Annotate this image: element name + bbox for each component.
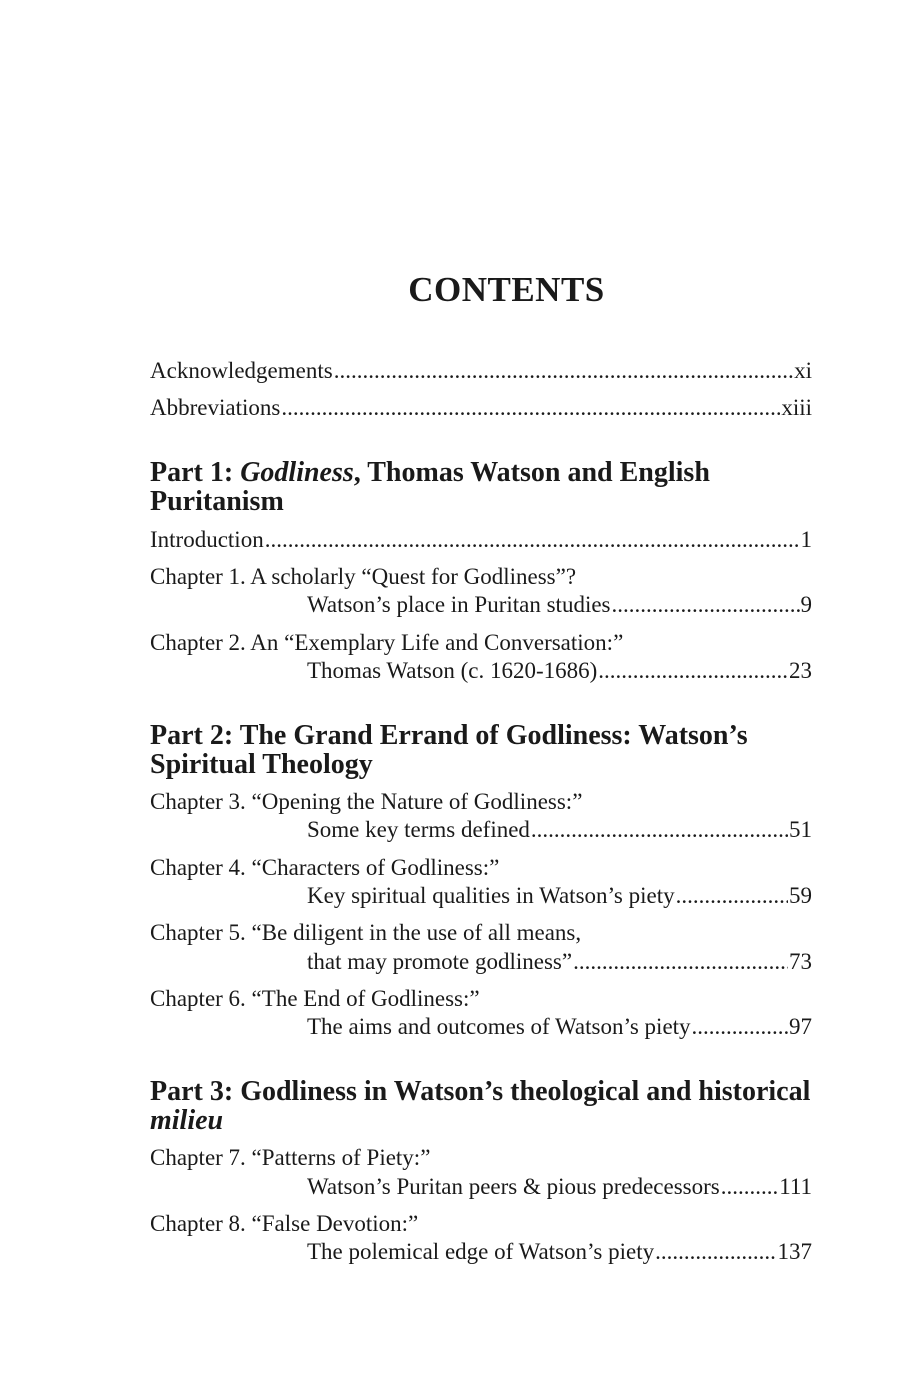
dot-leader <box>721 1173 778 1201</box>
page-number: 97 <box>789 1014 812 1039</box>
dot-leader <box>334 357 793 385</box>
page-number: 1 <box>800 527 812 552</box>
page-number: 51 <box>789 817 812 842</box>
page-number: xiii <box>781 395 812 420</box>
chapter-4-title[interactable]: Chapter 4. “Characters of Godliness:” <box>150 855 500 880</box>
chapter-1-title[interactable]: Chapter 1. A scholarly “Quest for Godliness”? <box>150 564 577 589</box>
part-title-italic: Godliness <box>240 457 354 488</box>
chapter-subtitle: Key spiritual qualities in Watson’s piety <box>307 883 675 908</box>
chapter-subtitle: Some key terms defined <box>307 817 530 842</box>
page-title: CONTENTS <box>408 270 605 309</box>
dot-leader <box>676 882 788 910</box>
part-1-heading <box>150 458 812 516</box>
chapter-subtitle: Thomas Watson (c. 1620-1686) <box>307 658 598 683</box>
chapter-8-subtitle-line[interactable] <box>307 1238 812 1266</box>
dot-leader <box>612 591 800 619</box>
chapter-7-subtitle-line[interactable] <box>307 1173 812 1201</box>
dot-leader <box>281 394 780 422</box>
chapter-3-title[interactable]: Chapter 3. “Opening the Nature of Godliness:” <box>150 789 583 814</box>
dot-leader <box>573 948 788 976</box>
dot-leader <box>692 1013 788 1041</box>
part-prefix: Part 3: <box>150 1076 241 1107</box>
part-prefix: Part 2: <box>150 720 240 751</box>
dot-leader <box>655 1238 776 1266</box>
page-number: 9 <box>800 592 812 617</box>
page-number: 23 <box>789 658 812 683</box>
chapter-subtitle: that may promote godliness” <box>307 949 573 974</box>
chapter-6-title[interactable]: Chapter 6. “The End of Godliness:” <box>150 986 480 1011</box>
chapter-2-title[interactable]: Chapter 2. An “Exemplary Life and Conversation:” <box>150 630 624 655</box>
toc-entry-abbreviations[interactable] <box>150 394 812 422</box>
chapter-4-subtitle-line[interactable] <box>307 882 812 910</box>
page-number: 59 <box>789 883 812 908</box>
dot-leader <box>265 526 800 554</box>
dot-leader <box>598 657 788 685</box>
toc-entry-introduction[interactable] <box>150 526 812 554</box>
page-number: 73 <box>789 949 812 974</box>
chapter-subtitle: The aims and outcomes of Watson’s piety <box>307 1014 691 1039</box>
chapter-2-subtitle-line[interactable] <box>307 657 812 685</box>
chapter-1-subtitle-line[interactable] <box>307 591 812 619</box>
page-number: 137 <box>777 1239 812 1264</box>
part-3-heading <box>150 1077 812 1135</box>
dot-leader <box>531 816 788 844</box>
page-number: 111 <box>779 1174 812 1199</box>
chapter-7-title[interactable]: Chapter 7. “Patterns of Piety:” <box>150 1145 431 1170</box>
part-title: The Grand Errand of Godliness: Watson’s Spiritual Theology <box>150 720 748 780</box>
chapter-6-subtitle-line[interactable] <box>307 1013 812 1041</box>
chapter-3-subtitle-line[interactable] <box>307 816 812 844</box>
entry-label: Introduction <box>150 527 264 552</box>
part-title: , Thomas Watson and English Puritanism <box>150 457 710 517</box>
part-prefix: Part 1: <box>150 457 241 488</box>
chapter-5-title[interactable]: Chapter 5. “Be diligent in the use of all means, <box>150 920 582 945</box>
entry-label: Acknowledgements <box>150 358 333 383</box>
chapter-8-title[interactable]: Chapter 8. “False Devotion:” <box>150 1211 419 1236</box>
chapter-5-subtitle-line[interactable] <box>307 948 812 976</box>
chapter-subtitle: The polemical edge of Watson’s piety <box>307 1239 655 1264</box>
chapter-subtitle: Watson’s place in Puritan studies <box>307 592 611 617</box>
chapter-subtitle: Watson’s Puritan peers & pious predecessors <box>307 1174 720 1199</box>
part-title: Godliness in Watson’s theological and historical <box>240 1076 811 1107</box>
page-number: xi <box>794 358 812 383</box>
part-2-heading <box>150 721 812 779</box>
toc-entry-acknowledgements[interactable] <box>150 357 812 385</box>
entry-label: Abbreviations <box>150 395 281 420</box>
part-title-italic: milieu <box>150 1105 224 1136</box>
